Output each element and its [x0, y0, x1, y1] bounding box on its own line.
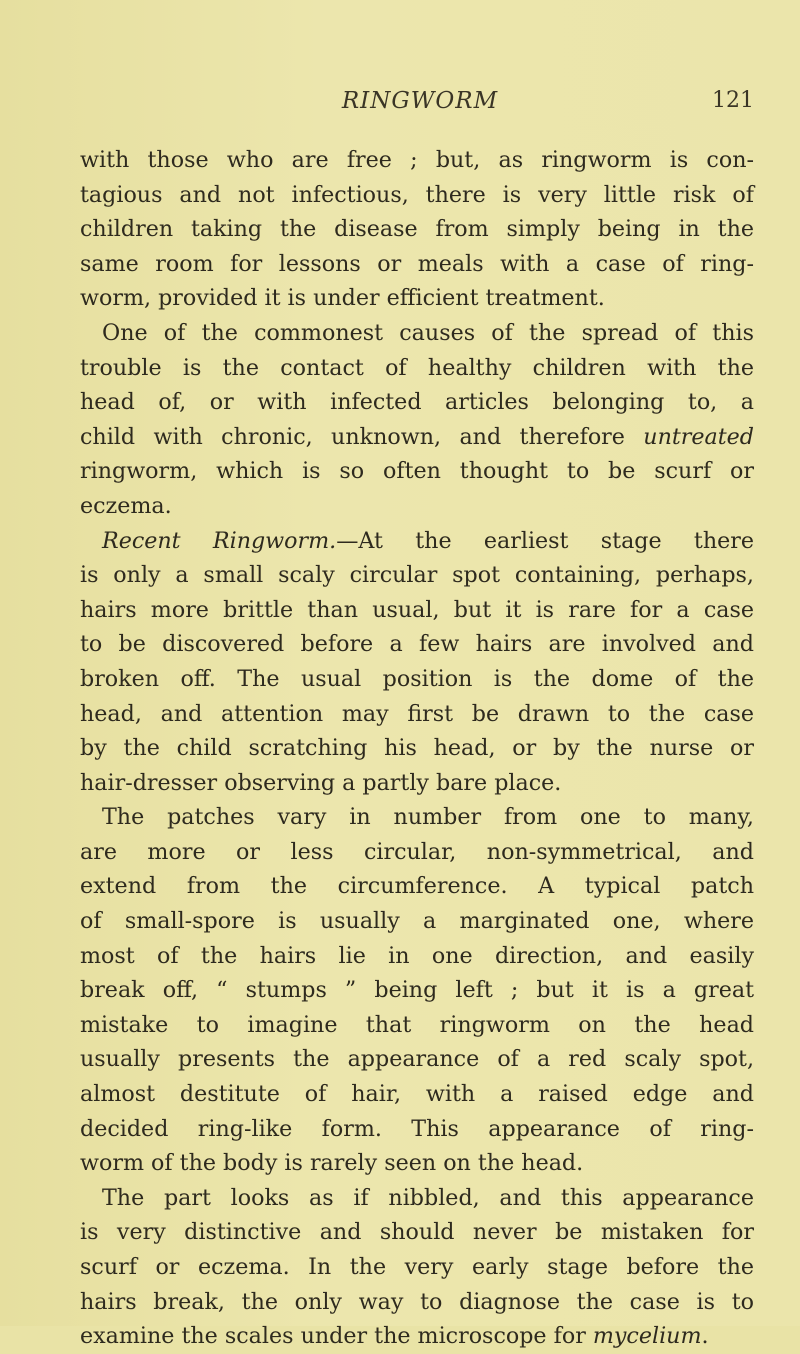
text-line: is only a small scaly circular spot containing, perhaps, [80, 562, 754, 589]
text-line: worm of the body is rarely seen on the head. [80, 1150, 584, 1177]
text-line: to be discovered before a few hairs are involved and [80, 631, 754, 658]
text-line: extend from the circumference. A typical patch [80, 873, 754, 900]
text-line: is very distinctive and should never be mistaken for [80, 1219, 754, 1246]
text-line: head, and attention may first be drawn to the case [80, 700, 754, 727]
italic-term: mycelium [592, 1323, 702, 1350]
text-line: most of the hairs lie in one direction, and easily [80, 942, 754, 969]
text-line: decided ring-like form. This appearance of ring- [80, 1115, 754, 1142]
body-text [80, 143, 754, 1354]
page-header [80, 88, 760, 122]
text-line: same room for lessons or meals with a case of ring- [80, 250, 754, 277]
page-number: 121 [712, 88, 754, 113]
text-line: tagious and not infectious, there is very little risk of [80, 181, 754, 208]
text-line: scurf or eczema. In the very early stage before the [80, 1254, 754, 1280]
text-line: ringworm, which is so often thought to be scurf or [80, 458, 754, 485]
text-line: examine the scales under the microscope for mycelium. [80, 1323, 709, 1350]
section-heading-line: Recent Ringworm.—At the earliest stage there [102, 527, 754, 554]
italic-term: untreated [643, 423, 754, 450]
text-line: head of, or with infected articles belonging to, a [80, 389, 754, 416]
text-line: break off, “ stumps ” being left ; but it is a great [80, 977, 754, 1004]
text-line: almost destitute of hair, with a raised edge and [80, 1081, 754, 1108]
text-line: of small-spore is usually a marginated one, where [80, 908, 754, 935]
text-line: by the child scratching his head, or by the nurse or [80, 735, 754, 762]
text-line: hairs more brittle than usual, but it is rare for a case [80, 596, 754, 623]
text-line: The patches vary in number from one to many, [102, 804, 754, 831]
text-line: hair-dresser observing a partly bare place. [80, 769, 562, 796]
text-line: mistake to imagine that ringworm on the head [80, 1011, 754, 1038]
running-title: RINGWORM [341, 88, 499, 114]
text-line: usually presents the appearance of a red scaly spot, [80, 1046, 754, 1073]
text-line: The part looks as if nibbled, and this appearance [102, 1184, 754, 1211]
text-line: eczema. [80, 492, 172, 519]
text-line: are more or less circular, non-symmetrical, and [80, 838, 754, 865]
text-line: child with chronic, unknown, and therefore untreated [80, 423, 754, 450]
text-line: One of the commonest causes of the spread of this [102, 319, 754, 346]
text-line: with those who are free ; but, as ringworm is con- [80, 147, 754, 173]
text-line: trouble is the contact of healthy children with the [80, 354, 754, 381]
text-line: hairs break, the only way to diagnose the case is to [80, 1288, 754, 1315]
text-line: worm, provided it is under efficient treatment. [80, 285, 605, 312]
text-line: broken off. The usual position is the dome of the [80, 665, 754, 692]
section-heading: Recent Ringworm. [102, 527, 337, 554]
text-line: children taking the disease from simply being in the [80, 216, 754, 243]
